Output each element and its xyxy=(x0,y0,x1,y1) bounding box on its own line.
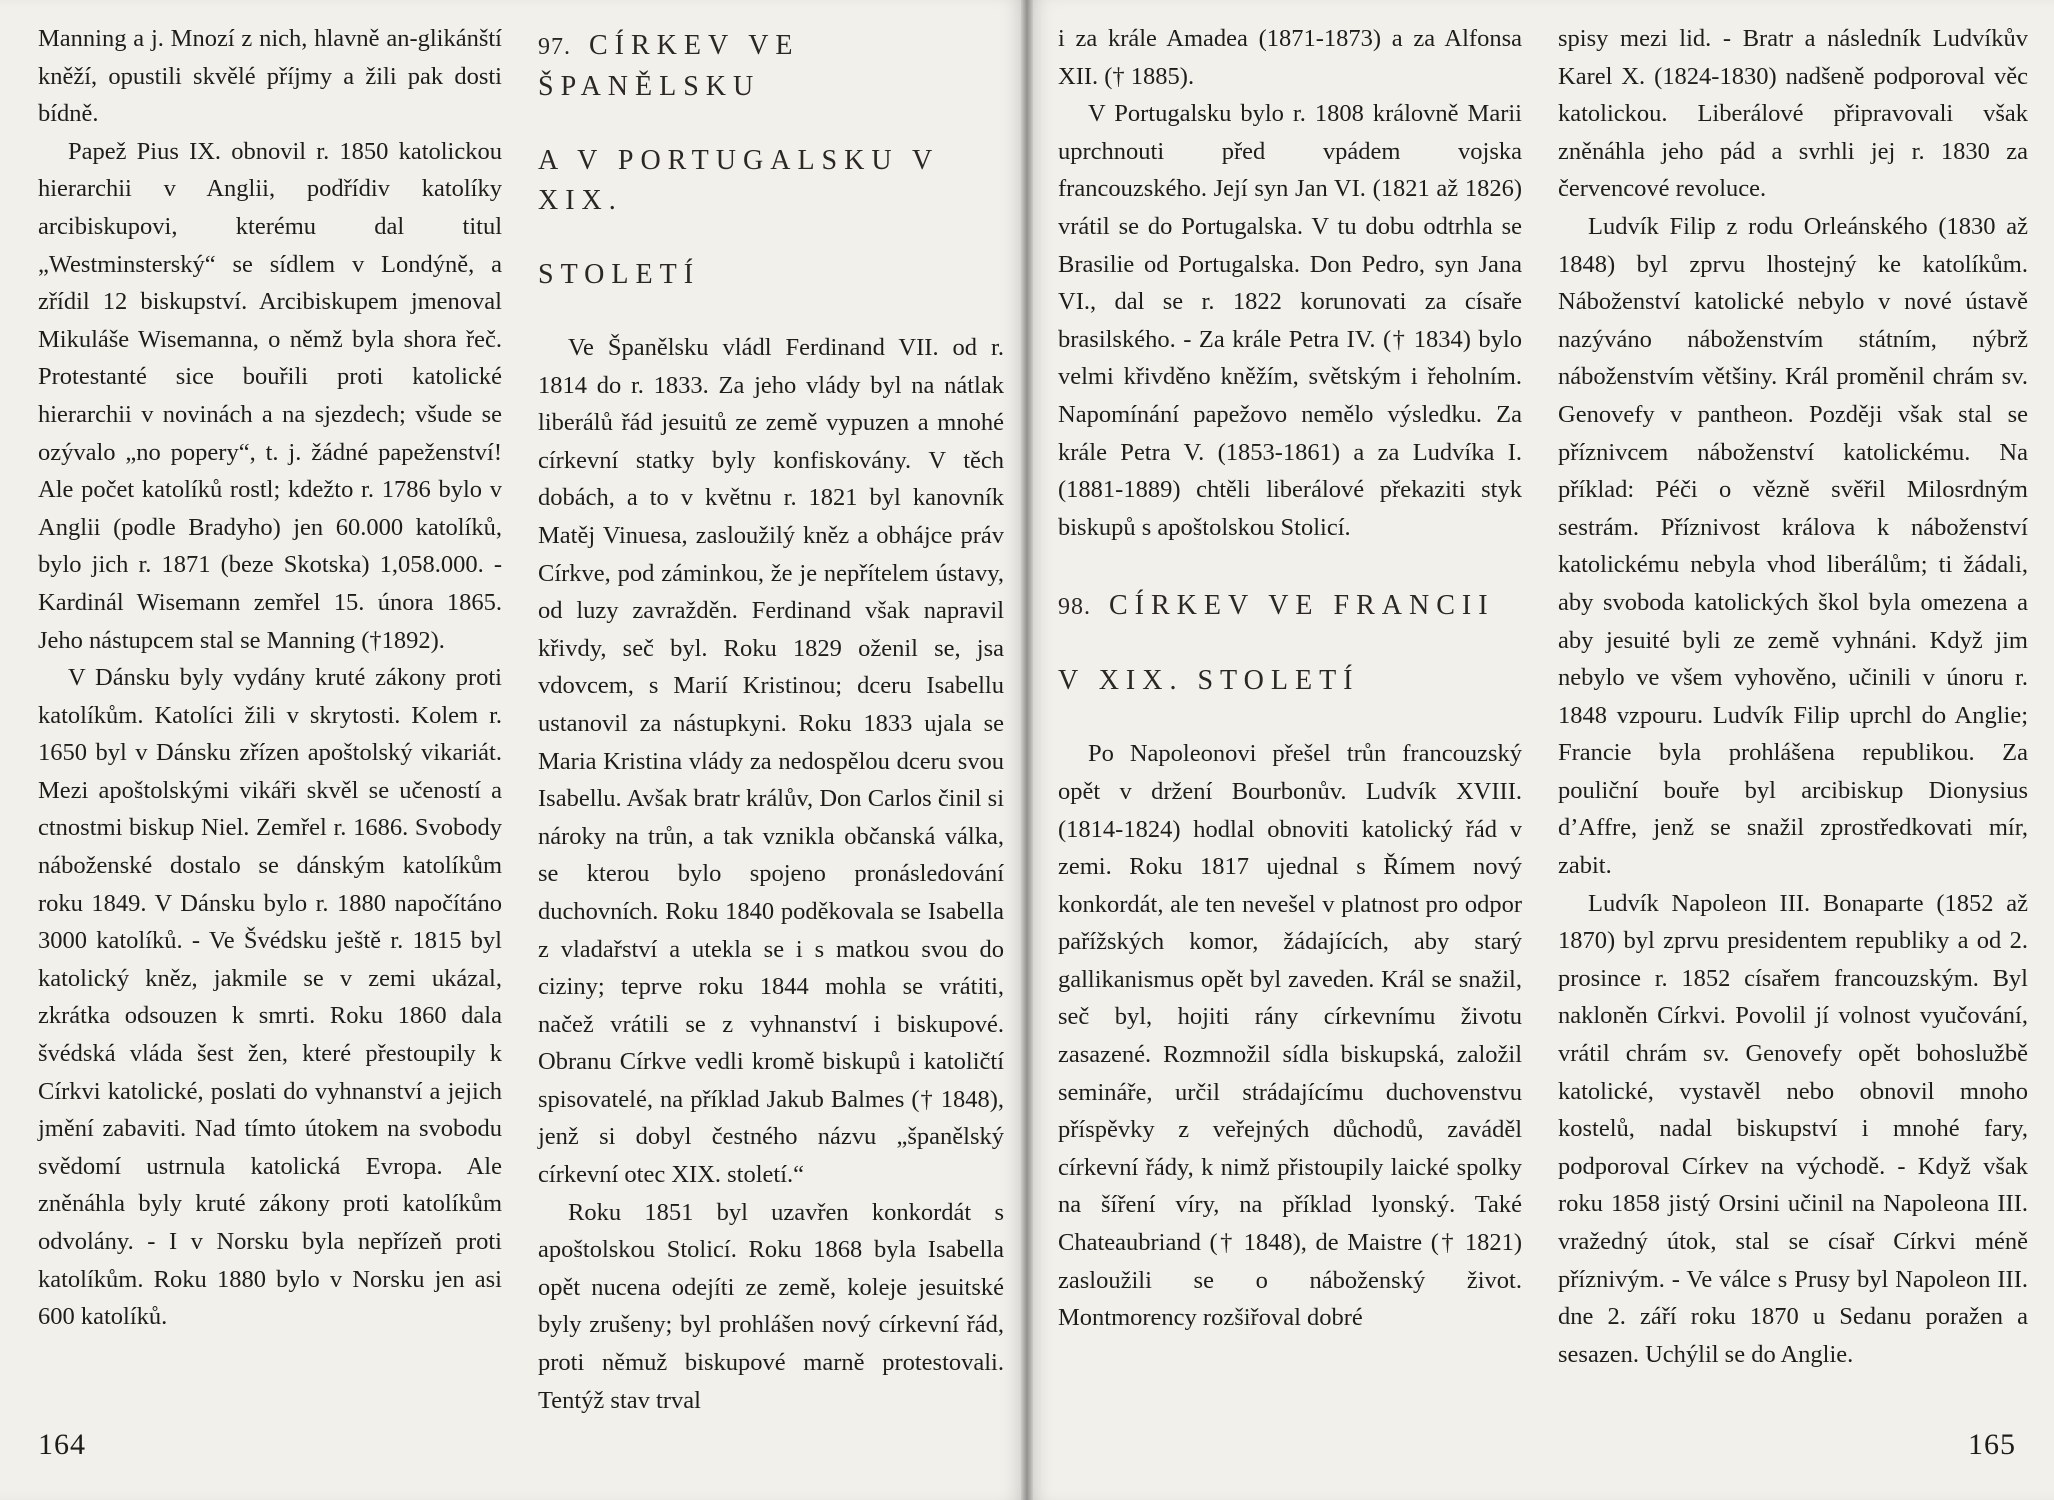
paragraph: spisy mezi lid. - Bratr a následník Ludvíkův Karel X. (1824-1830) nadšeně podporoval věc katolickou. Liberálové připravovali však zněnáhla jeho pád a svrhli jej r. 1830 za červencové revoluce. xyxy=(1558,25,2028,203)
paragraph: Ludvík Filip z rodu Orleánského (1830 až 1848) byl zprvu lhostejný ke katolíkům. Náboženství katolické nebylo v nové ústavě nazýváno náboženstvím státním, nýbrž náboženstvím většiny. Král proměnil chrám sv. Genovefy v pantheon. Později však stal se příznivcem náboženství katolickému. Na příklad: Péči o vězně svěřil Milosrdným sestrám. Příznivost králova k náboženství katolickému nebyla vhod liberálům; ti žádali, aby svoboda katolických škol byla omezena a aby jesuité byli ze země vyhnáni. Když jim nebylo ve všem vyhověno, učinili v únoru r. 1848 vzpouru. Ludvík Filip uprchl do Anglie; Francie byla prohlášena republikou. Za pouliční bouře byl arcibiskup Dionysius d’Affre, jenž se snažil zprostředkovati mír, zabit. xyxy=(1558,212,2028,880)
paragraph: Roku 1851 byl uzavřen konkordát s apoštolskou Stolicí. Roku 1868 byla Isabella opět nucena odejíti ze země, koleje jesuitské byly zrušeny; byl prohlášen nový církevní řád, proti němuž biskupové marně protestovali. Tentýž stav trval xyxy=(538,1198,1004,1414)
book-gutter xyxy=(1021,0,1033,1500)
paragraph: Po Napoleonovi přešel trůn francouzský opět v držení Bourbonův. Ludvík XVIII. (1814-1824) hodlal obnoviti katolický řád v zemi. Roku 1817 ujednal s Římem nový konkordát, ale ten nevešel v platnost pro odpor pařížských komor, žádajících, aby starý gallikanismus opět byl zaveden. Král se snažil, seč byl, hojiti rány církevnímu životu zasazené. Rozmnožil sídla biskupská, založil semináře, určil strádajícímu duchovenstvu příspěvky z veřejných důchodů, zaváděl církevní řády, k nimž přistoupily laické spolky na šíření víry, na příklad lyonský. Také Chateaubriand († 1848), de Maistre († 1821) zasloužili se o náboženský život. Montmorency rozšiřoval dobré xyxy=(1058,740,1522,1332)
heading-line: V XIX. STOLETÍ xyxy=(1058,665,1360,697)
section-heading-97 xyxy=(538,26,1004,295)
paragraph: Papež Pius IX. obnovil r. 1850 katolickou hierarchii v Anglii, podřídiv katolíky arcibiskupovi, kterému dal titul „Westminsterský“ se sídlem v Londýně, a zřídil 12 biskupství. Arcibiskupem jmenoval Mikuláše Wisemanna, o němž byla shora řeč. Protestanté sice bouřili proti katolické hierarchii v novinách a na sjezdech; všude se ozývalo „no popery“, t. j. žádné papeženství! Ale počet katolíků rostl; kdežto r. 1786 bylo v Anglii (podle Bradyho) jen 60.000 katolíků, bylo jich r. 1871 (beze Skotska) 1,058.000. - Kardinál Wisemann zemřel 15. února 1865. Jeho nástupcem stal se Manning (†1892). xyxy=(38,137,502,654)
heading-line: STOLETÍ xyxy=(538,259,701,290)
right-page-column-1 xyxy=(1058,20,1522,1337)
page-number-left: 164 xyxy=(38,1428,86,1461)
paragraph: Manning a j. Mnozí z nich, hlavně an-glikánští kněží, opustili skvělé příjmy a žili pak dosti bídně. xyxy=(38,25,502,128)
paragraph: i za krále Amadea (1871-1873) a za Alfonsa XII. († 1885). xyxy=(1058,25,1522,90)
left-page-column-1 xyxy=(38,20,502,1336)
heading-line xyxy=(1058,586,1522,627)
paragraph: V Portugalsku bylo r. 1808 královně Marii uprchnouti před vpádem vojska francouzského. Její syn Jan VI. (1821 až 1826) vrátil se do Portugalska. V tu dobu odtrhla se Brasilie od Portugalska. Don Pedro, syn Jana VI., dal se r. 1822 korunovati za císaře brasilského. - Za krále Petra IV. († 1834) bylo velmi křivděno kněžím, světským i řeholním. Napomínání papežovo nemělo výsledku. Za krále Petra V. (1853-1861) a za Ludvíka I. (1881-1889) chtěli liberálové překaziti styk biskupů s apoštolskou Stolicí. xyxy=(1058,100,1522,541)
heading-line xyxy=(538,26,1004,107)
heading-text: CÍRKEV VE ŠPANĚLSKU xyxy=(538,30,800,102)
left-page-column-2 xyxy=(538,20,1004,1419)
heading-text: CÍRKEV VE FRANCII xyxy=(1109,590,1495,622)
section-number: 97. xyxy=(538,34,571,60)
section-number: 98. xyxy=(1058,594,1091,621)
heading-line: A V PORTUGALSKU V XIX. xyxy=(538,145,939,216)
paragraph: Ve Španělsku vládl Ferdinand VII. od r. 1814 do r. 1833. Za jeho vlády byl na nátlak liberálů řád jesuitů ze země vypuzen a mnohé církevní statky byly konfiskovány. V těch dobách, a to v květnu r. 1821 byl kanovník Matěj Vinuesa, zasloužilý kněz a obhájce práv Církve, pod záminkou, že je nepřítelem ústavy, od luzy zavražděn. Ferdinand však napravil křivdy, seč byl. Roku 1829 oženil se, jsa vdovcem, s Marií Kristinou; dceru Isabellu ustanovil za nástupkyni. Roku 1833 ujala se Maria Kristina vlády za nedospělou dceru svou Isabellu. Avšak bratr králův, Don Carlos činil si nároky na trůn, a tak vznikla občanská válka, se kterou bylo spojeno pronásledování duchovních. Roku 1840 poděkovala se Isabella z vladařství a utekla se i s matkou svou do ciziny; teprve roku 1844 mohla se vrátiti, načež vrátili se z vyhnanství i biskupové. Obranu Církve vedli kromě biskupů i katoličtí spisovatelé, na příklad Jakub Balmes († 1848), jenž si dobyl čestného názvu „španělský církevní otec XIX. století.“ xyxy=(538,334,1004,1189)
paragraph: Ludvík Napoleon III. Bonaparte (1852 až 1870) byl zprvu presidentem republiky a od 2. prosince r. 1852 císařem francouzským. Byl nakloněn Církvi. Povolil jí volnost vyučování, vrátil chrám sv. Genovefy opět bohoslužbě katolické, vystavěl nebo obnovil mnoho kostelů, nadal biskupství i mnohé fary, podporoval Církev na východě. - Když však roku 1858 jistý Orsini učinil na Napoleona III. vražedný útok, stal se císař Církvi méně příznivým. - Ve válce s Prusy byl Napoleon III. dne 2. září roku 1870 u Sedanu poražen a sesazen. Uchýlil se do Anglie. xyxy=(1558,889,2028,1368)
section-heading-98 xyxy=(1058,586,1522,701)
paragraph: V Dánsku byly vydány kruté zákony proti katolíkům. Katolíci žili v skrytosti. Kolem r. 1650 byl v Dánsku zřízen apoštolský vikariát. Mezi apoštolskými vikáři skvěl se učeností a ctnostmi biskup Niel. Zemřel r. 1686. Svobody náboženské dostalo se dánským katolíkům roku 1849. V Dánsku bylo r. 1880 napočítáno 3000 katolíků. - Ve Švédsku ještě r. 1815 byl katolický kněz, jakmile se v zemi ukázal, zkrátka odsouzen k smrti. Roku 1860 dala švédská vláda šest žen, které přestoupily k Církvi katolické, poslati do vyhnanství a jejich jmění zabaviti. Nad tímto útokem na svobodu svědomí ustrnula katolická Evropa. Ale zněnáhla byly kruté zákony proti katolíkům odvolány. - I v Norsku byla nepřízeň proti katolíkům. Roku 1880 bylo v Norsku jen asi 600 katolíků. xyxy=(38,664,502,1331)
right-page-column-2 xyxy=(1558,20,2028,1373)
page-number-right: 165 xyxy=(1968,1428,2016,1461)
